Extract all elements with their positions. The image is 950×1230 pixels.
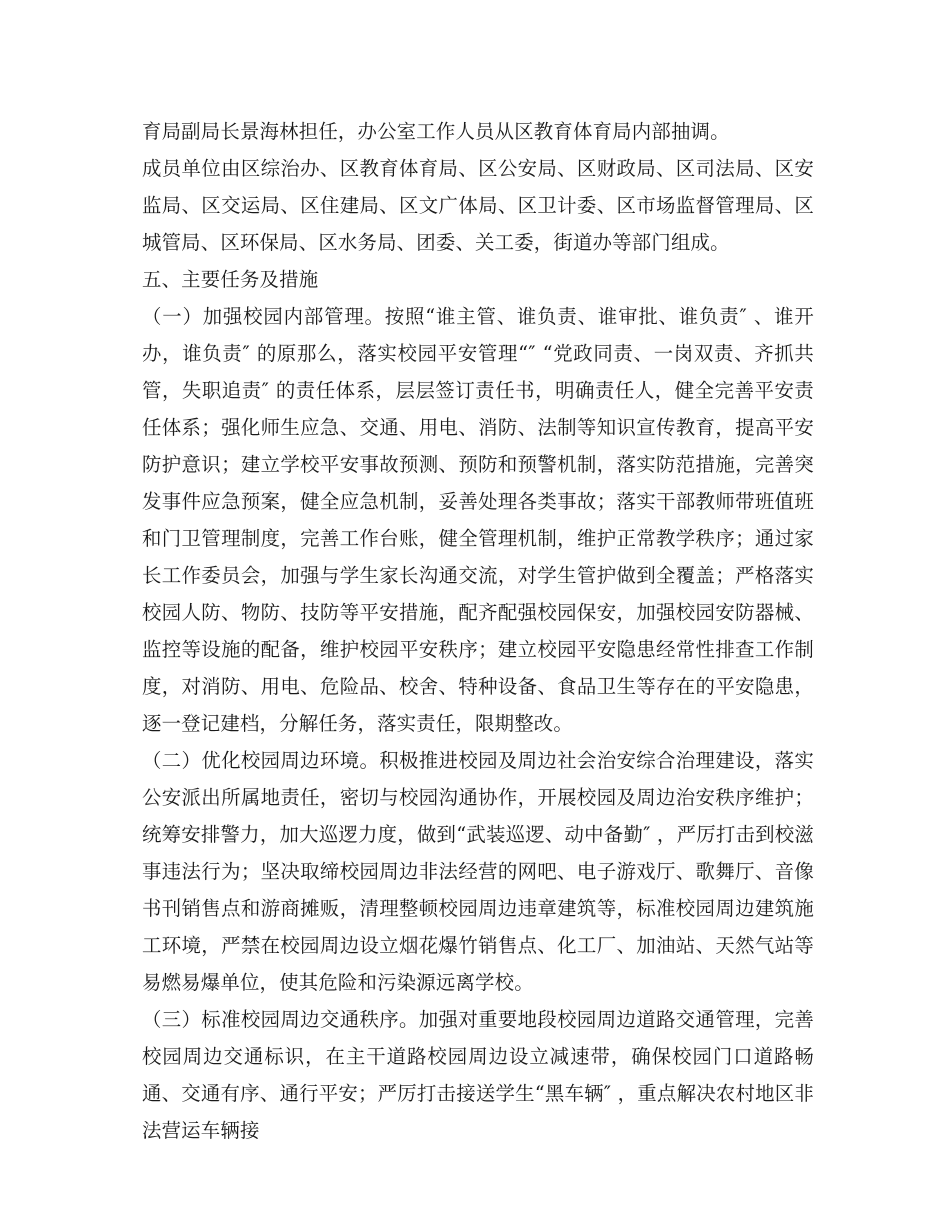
paragraph-traffic-order: （三）标准校园周边交通秩序。加强对重要地段校园周边道路交通管理，完善校园周边交通标识，在主干道路校园周边设立减速带，确保校园门口道路畅通、交通有序、通行平安；严厉打击接送学生“黑车辆″ ，重点解决农村地区非法营运车辆接 [142, 1008, 814, 1142]
paragraph-member-units: 成员单位由区综治办、区教育体育局、区公安局、区财政局、区司法局、区安监局、区交运局、区住建局、区文广体局、区卫计委、区市场监督管理局、区城管局、区环保局、区水务局、团委、关工委，街道办等部门组成。 [142, 157, 814, 254]
paragraph-surrounding-environment: （二）优化校园周边环境。积极推进校园及周边社会治安综合治理建设，落实公安派出所属地责任，密切与校园沟通协作，开展校园及周边治安秩序维护；统筹安排警力，加大巡逻力度，做到“武装巡逻、动中备勤″ ，严厉打击到校滋事违法行为；坚决取缔校园周边非法经营的网吧、电子游戏厅、歌舞厅、音像书刊销售点和游商摊贩，清理整顿校园周边违章建筑等，标准校园周边建筑施工环境，严禁在校园周边设立烟花爆竹销售点、化工厂、加油站、天然气站等易燃易爆单位，使其危险和污染源远离学校。 [142, 749, 814, 994]
section-heading-main-tasks: 五、主要任务及措施 [142, 268, 319, 291]
document-body [142, 113, 814, 1149]
paragraph-continuation: 育局副局长景海林担任，办公室工作人员从区教育体育局内部抽调。 [142, 120, 730, 143]
paragraph-internal-management: （一）加强校园内部管理。按照“谁主管、谁负责、谁审批、谁负责″ 、谁开办，谁负责″ 的原那么，落实校园平安管理“″ “党政同责、一岗双责、齐抓共管，失职追责″ 的责任体系，层层签订责任书，明确责任人，健全完善平安责任体系；强化师生应急、交通、用电、消防、法制等知识宣传教育，提高平安防护意识；建立学校平安事故预测、预防和预警机制，落实防范措施，完善突发事件应急预案，健全应急机制，妥善处理各类事故；落实干部教师带班值班和门卫管理制度，完善工作台账，健全管理机制，维护正常教学秩序；通过家长工作委员会，加强与学生家长沟通交流，对学生管护做到全覆盖；严格落实校园人防、物防、技防等平安措施，配齐配强校园保安，加强校园安防器械、监控等设施的配备，维护校园平安秩序；建立校园平安隐患经常性排查工作制度，对消防、用电、危险品、校舍、特种设备、食品卫生等存在的平安隐患，逐一登记建档，分解任务，落实责任，限期整改。 [142, 305, 814, 735]
